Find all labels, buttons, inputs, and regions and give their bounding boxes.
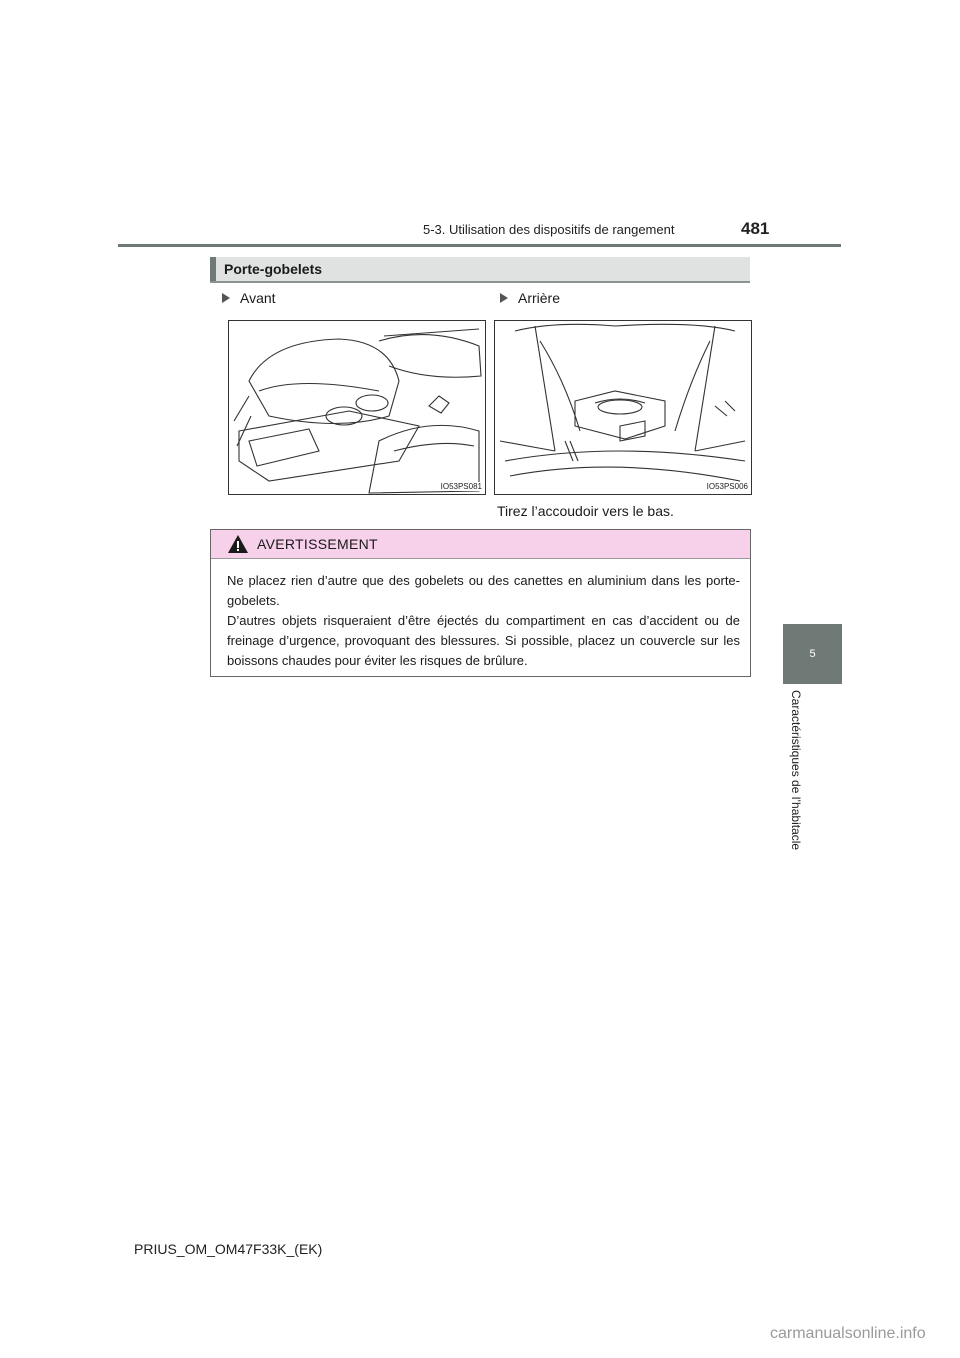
figure-front-cupholder [228,320,486,495]
bullet-rear-label: Arrière [518,290,561,306]
warning-triangle-icon [227,534,249,554]
bullet-arrow-icon [222,293,230,303]
warning-paragraph: Ne placez rien d’autre que des gobelets ou des canettes en aluminium dans les porte-gobelets. [227,573,740,608]
rear-armrest-illustration [495,321,751,494]
warning-body [211,559,750,671]
page-number: 481 [741,219,770,238]
figure-rear-cupholder [494,320,752,495]
bullet-front [222,290,276,306]
bullet-front-label: Avant [240,290,276,306]
warning-header [211,530,750,559]
bullet-arrow-icon [500,293,508,303]
warning-title: AVERTISSEMENT [257,536,378,552]
figure-code: IO53PS081 [440,482,482,491]
heading-accent [210,257,216,281]
header-rule [118,244,841,247]
front-console-illustration [229,321,485,494]
chapter-title-vertical: Caractéristiques de l’habitacle [789,690,803,851]
figure-code: IO53PS006 [706,482,748,491]
chapter-tab [783,624,842,684]
watermark: carmanualsonline.info [770,1325,926,1342]
section-heading: Porte-gobelets [224,261,323,277]
warning-box [210,529,751,677]
warning-paragraph: D’autres objets risqueraient d’être éjectés du compartiment en cas d’accident ou de freinage d’urgence, provoquant des blessures. Si possible, placez un couvercle sur les boissons chaudes pour éviter les risques de brûlure. [227,613,740,668]
section-heading-bar [210,257,750,283]
bullet-rear [500,290,560,306]
figure-caption: Tirez l’accoudoir vers le bas. [497,503,674,519]
section-title: 5-3. Utilisation des dispositifs de rangement [423,222,675,237]
footer-code: PRIUS_OM_OM47F33K_(EK) [134,1241,323,1257]
chapter-number: 5 [809,648,816,660]
